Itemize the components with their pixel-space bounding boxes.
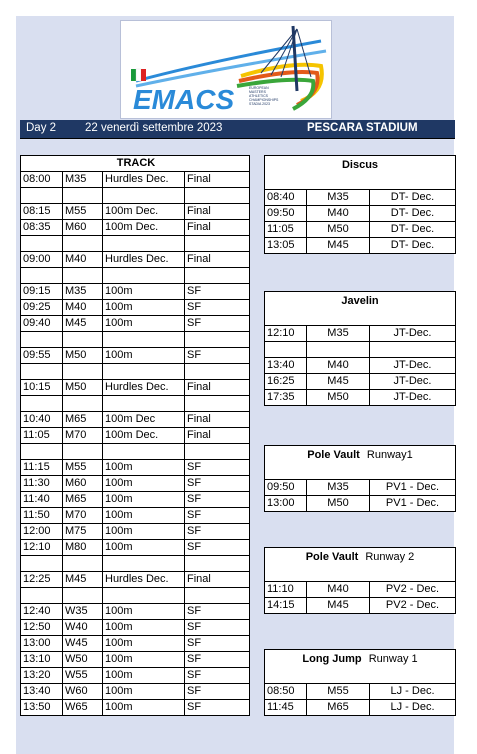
event-row	[265, 374, 456, 390]
event-cell: 100m	[103, 700, 185, 716]
time-cell: 12:10	[21, 540, 63, 556]
track-row	[21, 620, 250, 636]
category-cell	[307, 342, 370, 358]
event-cell: 100m	[103, 508, 185, 524]
event-cell	[103, 588, 185, 604]
time-cell: 09:50	[265, 206, 307, 222]
event-row	[265, 342, 456, 358]
track-row	[21, 396, 250, 412]
category-cell: M35	[63, 172, 103, 188]
event-runway: Runway1	[363, 448, 413, 461]
time-cell	[21, 364, 63, 380]
event-title	[265, 650, 456, 669]
event-row	[265, 358, 456, 374]
track-row	[21, 204, 250, 220]
phase-cell: SF	[185, 652, 250, 668]
event-cell	[103, 188, 185, 204]
time-cell: 12:25	[21, 572, 63, 588]
event-name: Discus	[341, 158, 379, 171]
event-cell: 100m	[103, 524, 185, 540]
track-row	[21, 700, 250, 716]
phase-cell: SF	[185, 540, 250, 556]
event-code-cell: JT-Dec.	[370, 326, 456, 342]
phase-cell	[185, 236, 250, 252]
category-cell: W50	[63, 652, 103, 668]
time-cell: 10:40	[21, 412, 63, 428]
time-cell: 11:40	[21, 492, 63, 508]
event-name: Pole Vault	[307, 448, 360, 461]
category-cell	[63, 364, 103, 380]
svg-text:CHAMPIONSHIPS: CHAMPIONSHIPS	[249, 98, 279, 102]
category-cell: M35	[307, 326, 370, 342]
phase-cell: SF	[185, 620, 250, 636]
category-cell: M35	[63, 284, 103, 300]
event-table-pole-vault-runway-2	[264, 547, 456, 614]
time-cell	[21, 268, 63, 284]
event-cell: 100m	[103, 620, 185, 636]
event-cell: 100m	[103, 636, 185, 652]
category-cell: M35	[307, 480, 370, 496]
category-cell: M40	[307, 582, 370, 598]
time-cell	[21, 396, 63, 412]
time-cell: 11:10	[265, 582, 307, 598]
phase-cell: SF	[185, 636, 250, 652]
event-code-cell	[370, 342, 456, 358]
time-cell: 13:40	[265, 358, 307, 374]
svg-text:MASTERS: MASTERS	[249, 90, 266, 94]
category-cell: M55	[307, 684, 370, 700]
track-row	[21, 428, 250, 444]
category-cell: W65	[63, 700, 103, 716]
event-cell	[103, 556, 185, 572]
time-cell: 08:50	[265, 684, 307, 700]
category-cell	[63, 396, 103, 412]
time-cell	[21, 332, 63, 348]
phase-cell: SF	[185, 604, 250, 620]
category-cell: M45	[63, 316, 103, 332]
category-cell: M45	[307, 374, 370, 390]
time-cell: 14:15	[265, 598, 307, 614]
time-cell: 13:50	[21, 700, 63, 716]
event-code-cell: JT-Dec.	[370, 358, 456, 374]
category-cell: M50	[63, 348, 103, 364]
event-row	[265, 480, 456, 496]
event-cell: 100m	[103, 284, 185, 300]
category-cell	[63, 268, 103, 284]
category-cell: M55	[63, 204, 103, 220]
track-row	[21, 188, 250, 204]
category-cell	[63, 588, 103, 604]
track-row	[21, 492, 250, 508]
category-cell: M50	[63, 380, 103, 396]
track-row	[21, 636, 250, 652]
track-title: TRACK	[21, 156, 250, 172]
track-row	[21, 460, 250, 476]
event-cell: 100m	[103, 476, 185, 492]
event-cell: 100m	[103, 348, 185, 364]
category-cell: M40	[63, 252, 103, 268]
event-code-cell: LJ - Dec.	[370, 700, 456, 716]
time-cell	[21, 588, 63, 604]
event-title	[265, 292, 456, 311]
time-cell: 09:55	[21, 348, 63, 364]
time-cell: 11:05	[265, 222, 307, 238]
event-row	[265, 496, 456, 512]
event-cell	[103, 396, 185, 412]
event-table-javelin	[264, 291, 456, 406]
event-cell: 100m	[103, 460, 185, 476]
category-cell: M60	[63, 220, 103, 236]
event-title	[265, 446, 456, 465]
category-cell: M50	[307, 390, 370, 406]
phase-cell: SF	[185, 668, 250, 684]
phase-cell	[185, 188, 250, 204]
event-cell: 100m Dec.	[103, 204, 185, 220]
event-title	[265, 548, 456, 567]
svg-text:EMACS: EMACS	[133, 84, 235, 115]
category-cell: M65	[63, 412, 103, 428]
category-cell: M65	[63, 492, 103, 508]
category-cell	[63, 556, 103, 572]
event-row	[265, 598, 456, 614]
time-cell: 08:00	[21, 172, 63, 188]
track-row	[21, 300, 250, 316]
track-row	[21, 444, 250, 460]
event-spacer	[265, 668, 456, 684]
event-title	[265, 156, 456, 175]
event-row	[265, 700, 456, 716]
category-cell: M50	[307, 222, 370, 238]
time-cell: 08:15	[21, 204, 63, 220]
event-row	[265, 206, 456, 222]
phase-cell: SF	[185, 524, 250, 540]
time-cell: 09:50	[265, 480, 307, 496]
phase-cell: Final	[185, 380, 250, 396]
time-cell: 09:00	[21, 252, 63, 268]
track-row	[21, 572, 250, 588]
track-row	[21, 268, 250, 284]
phase-cell: SF	[185, 684, 250, 700]
category-cell: W35	[63, 604, 103, 620]
event-spacer	[265, 310, 456, 326]
category-cell: M35	[307, 190, 370, 206]
time-cell: 13:00	[21, 636, 63, 652]
phase-cell: Final	[185, 412, 250, 428]
time-cell: 11:45	[265, 700, 307, 716]
event-code-cell: LJ - Dec.	[370, 684, 456, 700]
time-cell: 12:40	[21, 604, 63, 620]
venue-label: PESCARA STADIUM	[307, 122, 418, 134]
event-name: Javelin	[341, 294, 379, 307]
category-cell	[63, 332, 103, 348]
time-cell: 12:50	[21, 620, 63, 636]
track-row	[21, 220, 250, 236]
phase-cell: SF	[185, 284, 250, 300]
time-cell: 08:40	[265, 190, 307, 206]
category-cell: M45	[63, 572, 103, 588]
emacs-logo	[120, 20, 332, 119]
event-name: Pole Vault	[305, 550, 359, 563]
category-cell: W60	[63, 684, 103, 700]
track-row	[21, 172, 250, 188]
category-cell: M55	[63, 460, 103, 476]
time-cell: 16:25	[265, 374, 307, 390]
event-row	[265, 190, 456, 206]
phase-cell: Final	[185, 220, 250, 236]
time-cell	[21, 236, 63, 252]
event-code-cell: JT-Dec.	[370, 390, 456, 406]
event-row	[265, 238, 456, 254]
track-row	[21, 540, 250, 556]
svg-text:EUROPEAN: EUROPEAN	[249, 86, 269, 90]
event-code-cell: DT- Dec.	[370, 206, 456, 222]
event-runway: Runway 1	[365, 652, 418, 665]
event-code-cell: DT- Dec.	[370, 190, 456, 206]
time-cell: 10:15	[21, 380, 63, 396]
category-cell: M40	[307, 206, 370, 222]
phase-cell: Final	[185, 204, 250, 220]
phase-cell	[185, 588, 250, 604]
phase-cell: SF	[185, 700, 250, 716]
event-row	[265, 390, 456, 406]
phase-cell: SF	[185, 316, 250, 332]
event-cell: Hurdles Dec.	[103, 572, 185, 588]
event-cell: 100m	[103, 668, 185, 684]
category-cell: M65	[307, 700, 370, 716]
track-row	[21, 412, 250, 428]
phase-cell	[185, 332, 250, 348]
phase-cell: SF	[185, 460, 250, 476]
category-cell: M80	[63, 540, 103, 556]
event-cell: 100m	[103, 492, 185, 508]
category-cell	[63, 444, 103, 460]
category-cell: W55	[63, 668, 103, 684]
category-cell	[63, 188, 103, 204]
category-cell: M45	[307, 238, 370, 254]
svg-text:ATHLETICS: ATHLETICS	[249, 94, 268, 98]
phase-cell	[185, 444, 250, 460]
time-cell: 11:50	[21, 508, 63, 524]
track-row	[21, 508, 250, 524]
time-cell	[21, 556, 63, 572]
track-schedule-table	[20, 155, 250, 716]
track-row	[21, 524, 250, 540]
event-cell: 100m	[103, 652, 185, 668]
time-cell: 17:35	[265, 390, 307, 406]
category-cell: M70	[63, 428, 103, 444]
category-cell: M50	[307, 496, 370, 512]
time-cell: 09:15	[21, 284, 63, 300]
phase-cell: Final	[185, 172, 250, 188]
event-cell	[103, 236, 185, 252]
event-cell	[103, 332, 185, 348]
event-table-long-jump-runway-1	[264, 649, 456, 716]
phase-cell	[185, 364, 250, 380]
time-cell	[265, 342, 307, 358]
event-name: Long Jump	[302, 652, 362, 665]
event-code-cell: DT- Dec.	[370, 238, 456, 254]
event-cell: 100m	[103, 604, 185, 620]
event-code-cell: DT- Dec.	[370, 222, 456, 238]
event-code-cell: PV2 - Dec.	[370, 598, 456, 614]
phase-cell: SF	[185, 508, 250, 524]
track-row	[21, 684, 250, 700]
event-code-cell: PV2 - Dec.	[370, 582, 456, 598]
event-cell: 100m Dec.	[103, 220, 185, 236]
category-cell: M75	[63, 524, 103, 540]
event-cell: 100m	[103, 540, 185, 556]
event-cell: Hurdles Dec.	[103, 252, 185, 268]
event-spacer	[265, 174, 456, 190]
phase-cell: SF	[185, 348, 250, 364]
event-cell	[103, 364, 185, 380]
category-cell: W45	[63, 636, 103, 652]
phase-cell: SF	[185, 476, 250, 492]
category-cell: M40	[63, 300, 103, 316]
track-row	[21, 284, 250, 300]
track-row	[21, 316, 250, 332]
event-cell: 100m Dec	[103, 412, 185, 428]
date-label: 22 venerdì settembre 2023	[85, 122, 223, 134]
time-cell	[21, 444, 63, 460]
event-cell: Hurdles Dec.	[103, 380, 185, 396]
track-row	[21, 364, 250, 380]
track-row	[21, 348, 250, 364]
track-row	[21, 476, 250, 492]
time-cell	[21, 188, 63, 204]
phase-cell: Final	[185, 252, 250, 268]
event-row	[265, 222, 456, 238]
event-row	[265, 582, 456, 598]
event-cell: 100m	[103, 316, 185, 332]
track-row	[21, 588, 250, 604]
category-cell: M70	[63, 508, 103, 524]
phase-cell: Final	[185, 428, 250, 444]
category-cell: M40	[307, 358, 370, 374]
time-cell: 13:40	[21, 684, 63, 700]
event-code-cell: JT-Dec.	[370, 374, 456, 390]
event-cell	[103, 444, 185, 460]
track-row	[21, 652, 250, 668]
day-label: Day 2	[26, 122, 57, 134]
time-cell: 09:40	[21, 316, 63, 332]
event-code-cell: PV1 - Dec.	[370, 496, 456, 512]
time-cell: 11:05	[21, 428, 63, 444]
event-table-pole-vault-runway1	[264, 445, 456, 512]
event-cell	[103, 268, 185, 284]
event-row	[265, 684, 456, 700]
event-spacer	[265, 464, 456, 480]
time-cell: 13:20	[21, 668, 63, 684]
time-cell: 09:25	[21, 300, 63, 316]
phase-cell: SF	[185, 492, 250, 508]
phase-cell: SF	[185, 300, 250, 316]
phase-cell	[185, 396, 250, 412]
event-runway: Runway 2	[362, 550, 415, 563]
category-cell: W40	[63, 620, 103, 636]
time-cell: 08:35	[21, 220, 63, 236]
category-cell: M45	[307, 598, 370, 614]
event-row	[265, 326, 456, 342]
track-row	[21, 252, 250, 268]
event-cell: 100m Dec.	[103, 428, 185, 444]
track-row	[21, 380, 250, 396]
track-row	[21, 668, 250, 684]
time-cell: 13:05	[265, 238, 307, 254]
phase-cell	[185, 268, 250, 284]
time-cell: 13:00	[265, 496, 307, 512]
phase-cell: Final	[185, 572, 250, 588]
time-cell: 13:10	[21, 652, 63, 668]
track-row	[21, 236, 250, 252]
track-row	[21, 604, 250, 620]
event-code-cell: PV1 - Dec.	[370, 480, 456, 496]
time-cell: 11:30	[21, 476, 63, 492]
svg-text:STADIA 2023: STADIA 2023	[249, 102, 270, 106]
event-cell: Hurdles Dec.	[103, 172, 185, 188]
event-cell: 100m	[103, 300, 185, 316]
event-spacer	[265, 566, 456, 582]
header-bar	[20, 120, 455, 139]
event-table-discus	[264, 155, 456, 254]
time-cell: 11:15	[21, 460, 63, 476]
phase-cell	[185, 556, 250, 572]
category-cell: M60	[63, 476, 103, 492]
event-cell: 100m	[103, 684, 185, 700]
category-cell	[63, 236, 103, 252]
track-row	[21, 332, 250, 348]
time-cell: 12:10	[265, 326, 307, 342]
track-row	[21, 556, 250, 572]
time-cell: 12:00	[21, 524, 63, 540]
